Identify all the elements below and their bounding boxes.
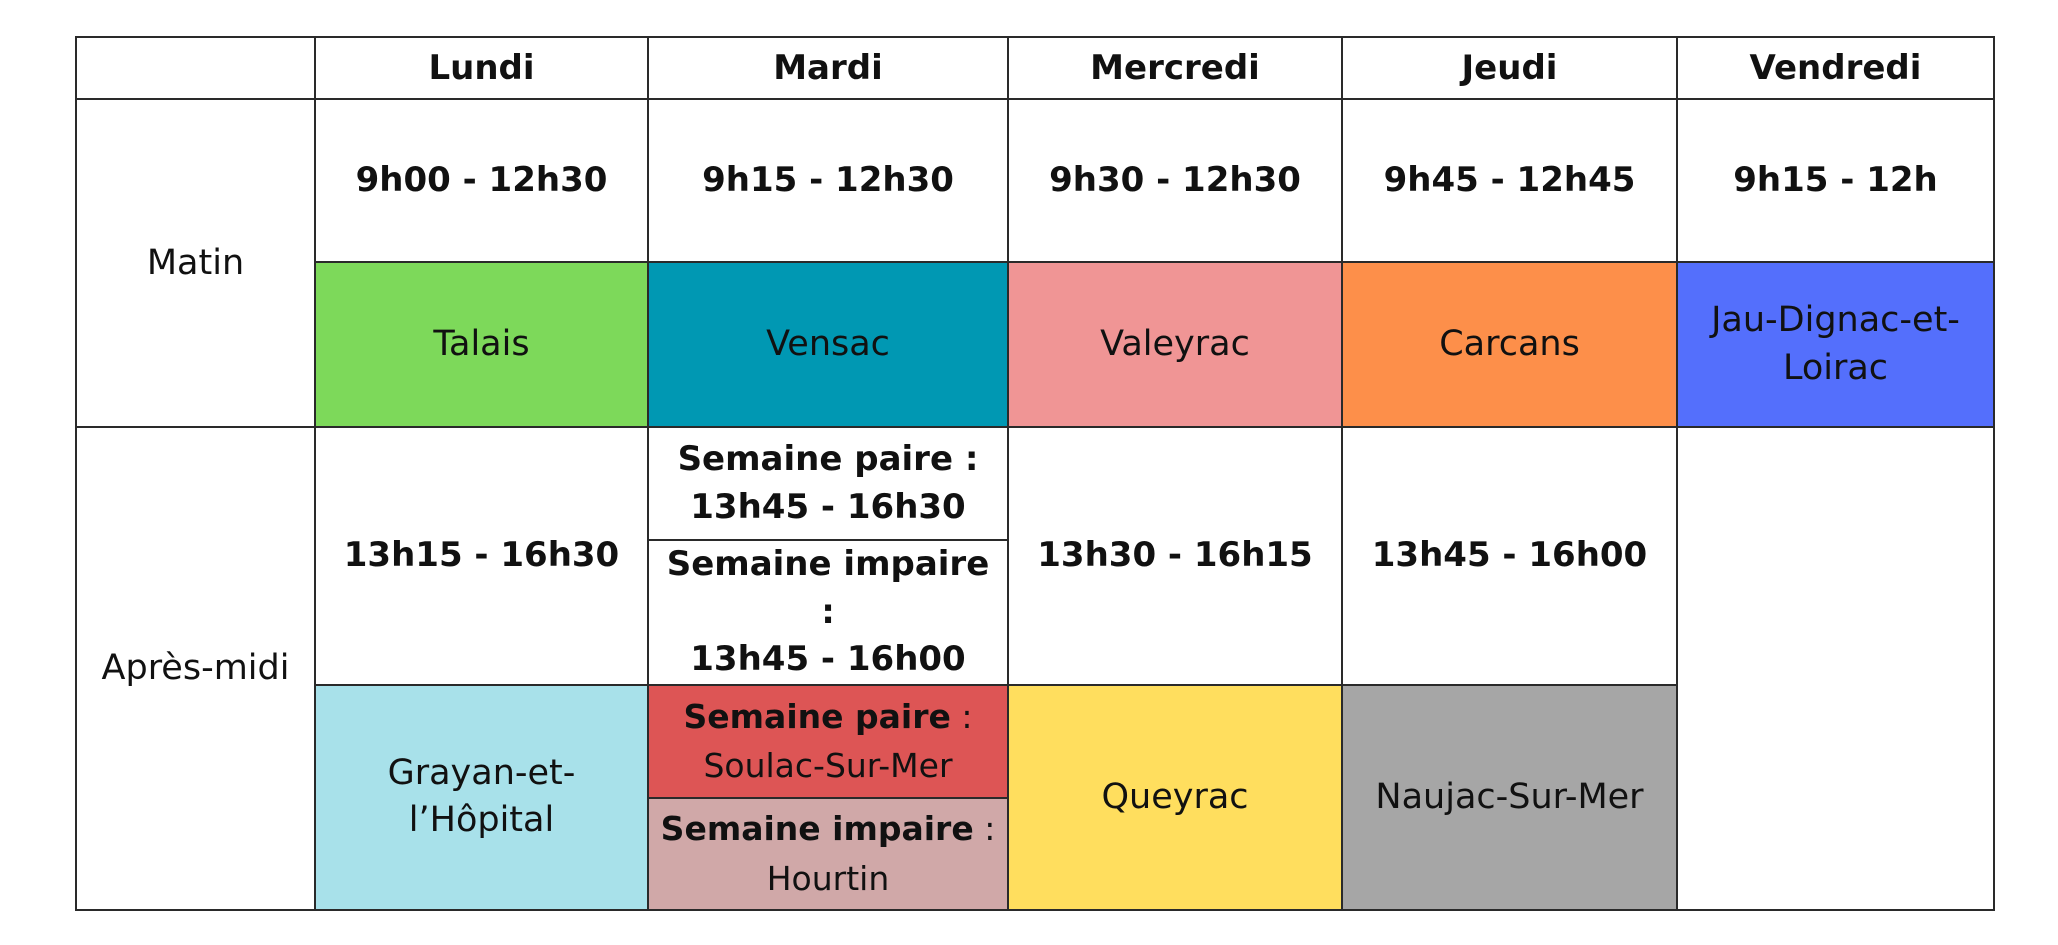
tuesday-even-week-town-label: Semaine paire xyxy=(683,696,951,736)
tuesday-odd-week-town-separator: : xyxy=(973,809,996,849)
morning-hours-monday: 9h00 - 12h30 xyxy=(315,99,648,262)
period-afternoon: Après-midi xyxy=(76,427,315,910)
day-header-monday: Lundi xyxy=(315,37,648,99)
tuesday-even-week-town-separator: : xyxy=(950,696,973,736)
day-header-tuesday: Mardi xyxy=(648,37,1008,99)
tuesday-even-week-town: Soulac-Sur-Mer xyxy=(703,746,953,786)
afternoon-town-monday: Grayan-et-l’Hôpital xyxy=(315,685,648,910)
tuesday-odd-week-town: Hourtin xyxy=(766,858,890,898)
tuesday-even-week-label: Semaine paire : xyxy=(677,438,979,479)
afternoon-hours-tuesday-odd xyxy=(648,540,1008,685)
morning-town-friday-label: Jau-Dignac-et-Loirac xyxy=(1711,300,1960,388)
day-header-friday: Vendredi xyxy=(1677,37,1994,99)
afternoon-town-thursday: Naujac-Sur-Mer xyxy=(1342,685,1677,910)
morning-town-wednesday: Valeyrac xyxy=(1008,262,1342,427)
morning-hours-tuesday: 9h15 - 12h30 xyxy=(648,99,1008,262)
morning-town-thursday: Carcans xyxy=(1342,262,1677,427)
day-header-wednesday: Mercredi xyxy=(1008,37,1342,99)
morning-town-friday xyxy=(1677,262,1994,427)
afternoon-friday-empty xyxy=(1677,427,1994,910)
corner-cell xyxy=(76,37,315,99)
morning-hours-friday: 9h15 - 12h xyxy=(1677,99,1994,262)
afternoon-hours-monday: 13h15 - 16h30 xyxy=(315,427,648,685)
afternoon-hours-wednesday: 13h30 - 16h15 xyxy=(1008,427,1342,685)
afternoon-town-tuesday-odd xyxy=(648,798,1008,910)
afternoon-hours-thursday: 13h45 - 16h00 xyxy=(1342,427,1677,685)
afternoon-town-tuesday-even xyxy=(648,685,1008,798)
morning-town-monday: Talais xyxy=(315,262,648,427)
schedule-table xyxy=(75,36,1995,911)
tuesday-odd-week-town-label: Semaine impaire xyxy=(660,809,974,849)
afternoon-hours-tuesday-even xyxy=(648,427,1008,540)
tuesday-even-week-hours: 13h45 - 16h30 xyxy=(690,486,966,527)
morning-town-tuesday: Vensac xyxy=(648,262,1008,427)
tuesday-odd-week-hours: 13h45 - 16h00 xyxy=(690,639,966,680)
morning-hours-thursday: 9h45 - 12h45 xyxy=(1342,99,1677,262)
period-morning: Matin xyxy=(76,99,315,427)
afternoon-town-wednesday: Queyrac xyxy=(1008,685,1342,910)
tuesday-odd-week-label: Semaine impaire : xyxy=(666,544,990,632)
day-header-thursday: Jeudi xyxy=(1342,37,1677,99)
morning-hours-wednesday: 9h30 - 12h30 xyxy=(1008,99,1342,262)
